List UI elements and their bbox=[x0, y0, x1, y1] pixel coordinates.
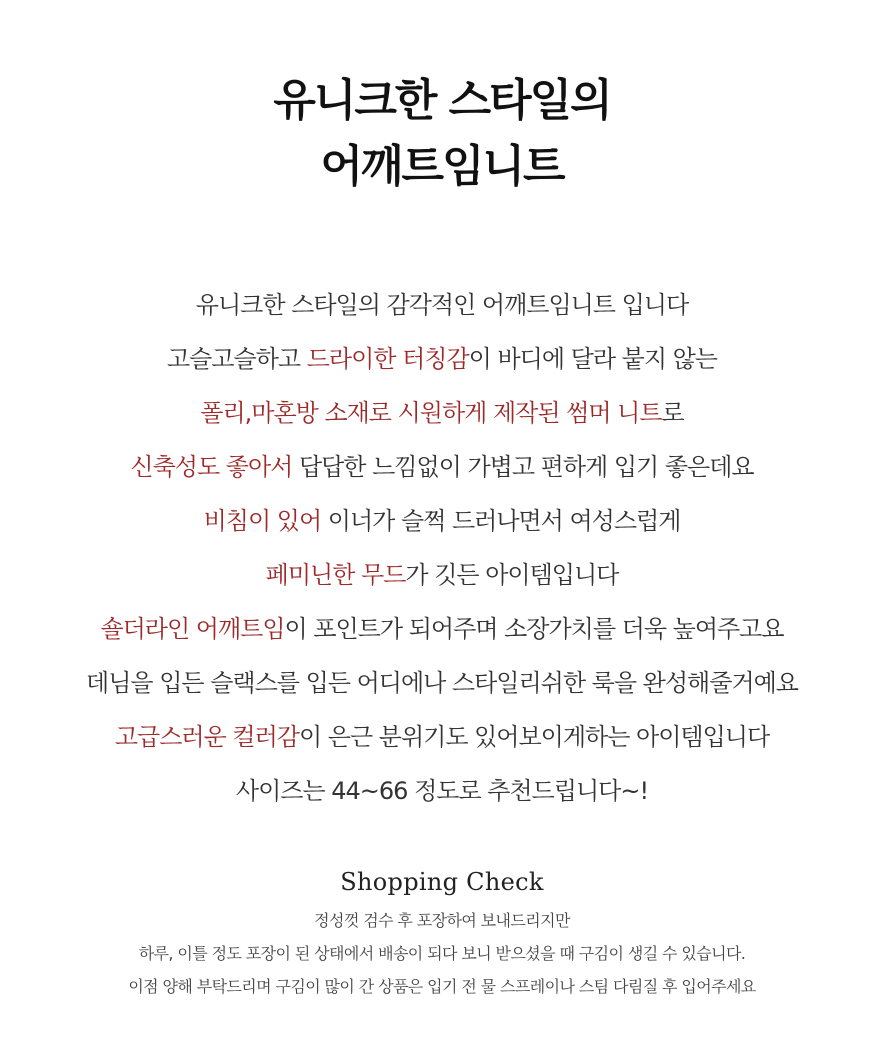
desc-line-8 bbox=[0, 656, 884, 710]
desc-highlight: 고급스러운 컬러감 bbox=[114, 723, 299, 751]
shopping-check-note: 하루, 이틀 정도 포장이 된 상태에서 배송이 되다 보니 받으셨을 때 구김이 생길 수 있습니다. bbox=[138, 944, 746, 963]
title-line-2: 어깨트임니트 bbox=[320, 141, 564, 192]
page-title bbox=[0, 0, 884, 200]
title-line-1: 유니크한 스타일의 bbox=[273, 75, 611, 126]
desc-line-1 bbox=[0, 278, 884, 332]
desc-line-10 bbox=[0, 764, 884, 818]
desc-line-9 bbox=[0, 710, 884, 764]
shopping-check-title: Shopping Check bbox=[340, 868, 544, 896]
desc-text: 이 은근 분위기도 있어보이게하는 아이템입니다 bbox=[298, 723, 770, 751]
desc-highlight: 비침이 있어 bbox=[203, 507, 322, 535]
desc-line-5 bbox=[0, 494, 884, 548]
desc-text: 이 바디에 달라 붙지 않는 bbox=[468, 345, 717, 373]
desc-text: 이너가 슬쩍 드러나면서 여성스럽게 bbox=[321, 507, 681, 535]
desc-line-6 bbox=[0, 548, 884, 602]
desc-highlight: 드라이한 터칭감 bbox=[306, 345, 469, 373]
desc-text: 고슬고슬하고 bbox=[166, 345, 307, 373]
desc-line-7 bbox=[0, 602, 884, 656]
desc-highlight: 신축성도 좋아서 bbox=[130, 453, 293, 481]
desc-text: 가 깃든 아이템입니다 bbox=[405, 561, 619, 589]
desc-text: 로 bbox=[661, 399, 684, 427]
desc-highlight: 숄더라인 어깨트임 bbox=[100, 615, 285, 643]
desc-line-3 bbox=[0, 386, 884, 440]
desc-line-2 bbox=[0, 332, 884, 386]
desc-highlight: 페미닌한 무드 bbox=[265, 561, 406, 589]
desc-line-4 bbox=[0, 440, 884, 494]
desc-text: 유니크한 스타일의 감각적인 어깨트임니트 입니다 bbox=[195, 291, 689, 319]
shopping-check-section bbox=[0, 864, 884, 1003]
desc-text: 사이즈는 44~66 정도로 추천드립니다~! bbox=[235, 777, 649, 805]
shopping-check-note: 이점 양해 부탁드리며 구김이 많이 간 상품은 입기 전 물 스프레이나 스팀 다림질 후 입어주세요 bbox=[128, 977, 756, 996]
desc-text: 데님을 입든 슬랙스를 입든 어디에나 스타일리쉬한 룩을 완성해줄거예요 bbox=[86, 669, 798, 697]
desc-text: 답답한 느낌없이 가볍고 편하게 입기 좋은데요 bbox=[292, 453, 754, 481]
product-description bbox=[0, 278, 884, 818]
shopping-check-note: 정성껏 검수 후 포장하여 보내드리지만 bbox=[314, 911, 570, 930]
desc-highlight: 폴리,마혼방 소재로 시원하게 제작된 썸머 니트 bbox=[200, 399, 662, 427]
desc-text: 이 포인트가 되어주며 소장가치를 더욱 높여주고요 bbox=[284, 615, 784, 643]
